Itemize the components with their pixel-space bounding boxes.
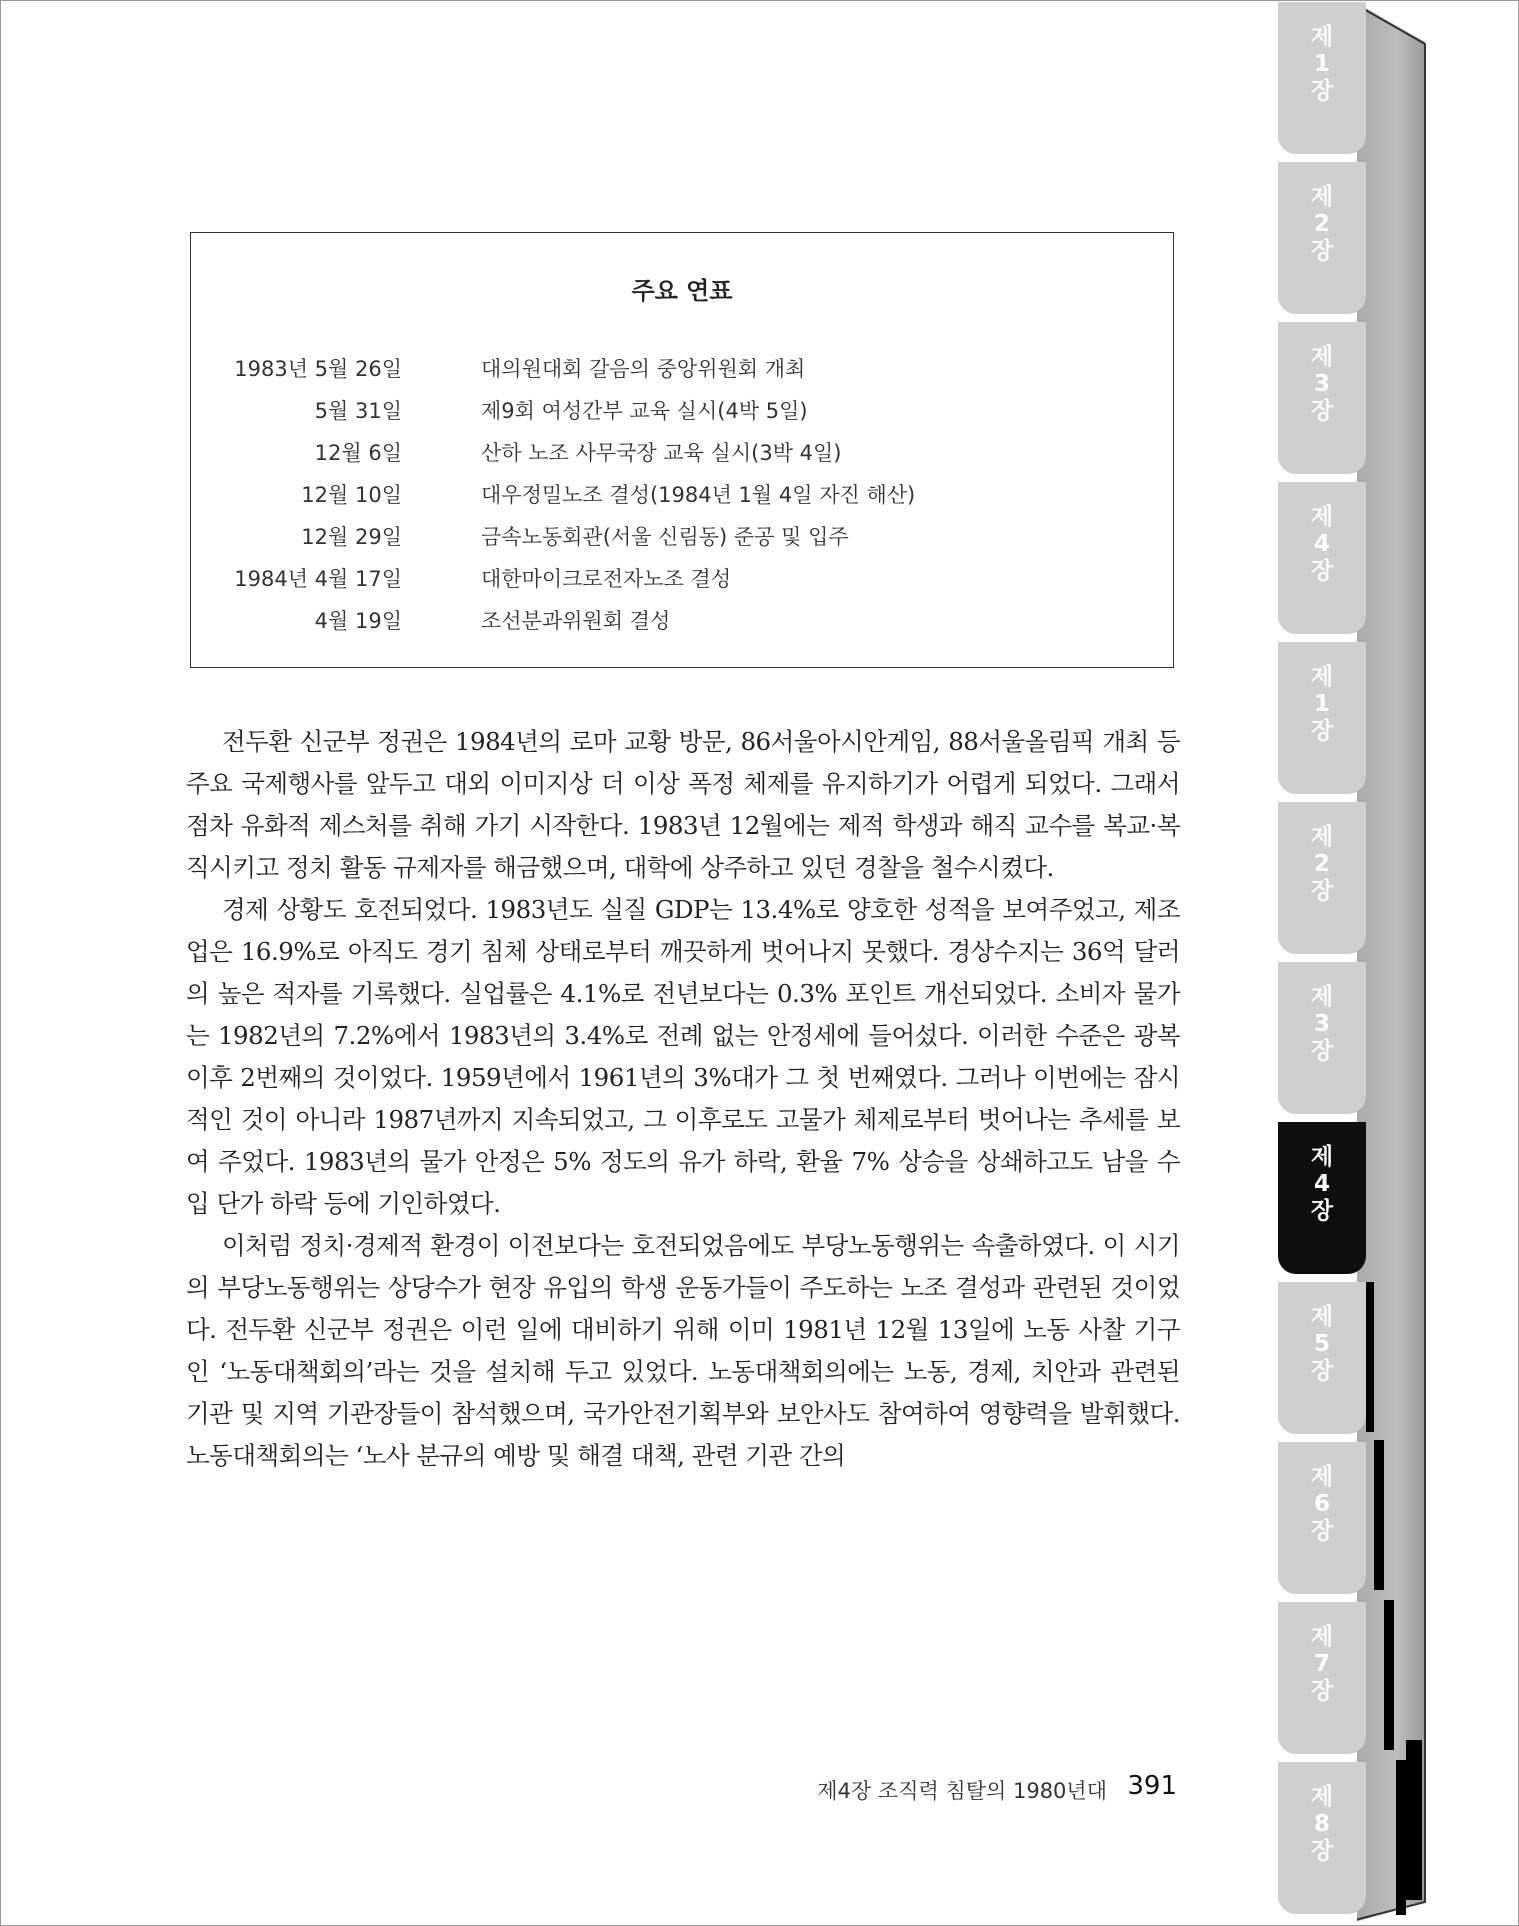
chapter-tab-char: 1: [1313, 691, 1330, 717]
chapter-tab-char: 장: [1310, 238, 1334, 264]
paragraph: 전두환 신군부 정권은 1984년의 로마 교황 방문, 86서울아시안게임, 88서울올림픽 개최 등 주요 국제행사를 앞두고 대외 이미지상 더 이상 폭정 체제를 유지하기가 어렵게 되었다. 그래서 점차 유화적 제스처를 취해 가기 시작한다. 1983년 12월에는 제적 학생과 해직 교수를 복교·복직시키고 정치 활동 규제자를 해금했으며, 대학에 상주하고 있던 경찰을 철수시켰다.: [186, 727, 1180, 882]
chapter-tab-char: 제: [1310, 504, 1334, 530]
chapter-tab[interactable]: [1278, 1602, 1366, 1754]
chronology-date: 5월 31일: [314, 399, 402, 423]
chapter-tab-char: 제: [1310, 24, 1334, 50]
chronology-box: [190, 232, 1174, 668]
page-footer: [817, 1769, 1179, 1809]
chronology-date: 12월 10일: [301, 483, 402, 507]
chapter-tab-char: 장: [1310, 558, 1334, 584]
edge-marker: [1384, 1600, 1394, 1750]
chronology-entry: [191, 605, 1173, 639]
chapter-tab-char: 4: [1313, 531, 1330, 557]
chapter-tab-char: 장: [1310, 718, 1334, 744]
chapter-tab-char: 제: [1310, 1464, 1334, 1490]
body-text: [186, 721, 1180, 1477]
chapter-tab[interactable]: [1278, 1442, 1366, 1594]
chapter-tab-char: 장: [1310, 1678, 1334, 1704]
chapter-tab-char: 2: [1313, 211, 1330, 237]
chapter-tab-char: 제: [1310, 1624, 1334, 1650]
chapter-tab-char: 장: [1310, 1518, 1334, 1544]
chronology-entry: [191, 395, 1173, 429]
footer-chapter-title: 제4장 조직력 침탈의 1980년대: [817, 1779, 1107, 1803]
chronology-date: 12월 6일: [314, 441, 402, 465]
chapter-tab-char: 제: [1310, 1304, 1334, 1330]
chronology-date: 1984년 4월 17일: [234, 567, 402, 591]
chronology-event: 금속노동회관(서울 신림동) 준공 및 입주: [481, 525, 849, 549]
chapter-tab-char: 장: [1310, 1838, 1334, 1864]
chapter-tab-char: 장: [1310, 78, 1334, 104]
chapter-tab[interactable]: [1278, 962, 1366, 1114]
chronology-date: 1983년 5월 26일: [234, 357, 402, 381]
chronology-date: 4월 19일: [314, 609, 402, 633]
chapter-tab[interactable]: [1278, 482, 1366, 634]
chapter-tab-char: 3: [1313, 371, 1330, 397]
chapter-tab-char: 제: [1310, 664, 1334, 690]
chapter-tab-char: 8: [1313, 1811, 1330, 1837]
chronology-title: 주요 연표: [631, 277, 733, 305]
chapter-tab-char: 제: [1310, 184, 1334, 210]
chapter-tab-char: 제: [1310, 1144, 1334, 1170]
chapter-tab-char: 장: [1310, 878, 1334, 904]
edge-marker: [1374, 1440, 1384, 1590]
paragraph: 경제 상황도 호전되었다. 1983년도 실질 GDP는 13.4%로 양호한 성적을 보여주었고, 제조업은 16.9%로 아직도 경기 침체 상태로부터 깨끗하게 벗어나지 못했다. 경상수지는 36억 달러의 높은 적자를 기록했다. 실업률은 4.1%로 전년보다는 0.3% 포인트 개선되었다. 소비자 물가는 1982년의 7.2%에서 1983년의 3.4%로 전례 없는 안정세에 들어섰다. 이러한 수준은 광복 이후 2번째의 것이었다. 1959년에서 1961년의 3%대가 그 첫 번째였다. 그러나 이번에는 잠시적인 것이 아니라 1987년까지 지속되었고, 그 이후로도 고물가 체제로부터 벗어나는 추세를 보여 주었다. 1983년의 물가 안정은 5% 정도의 유가 하락, 환율 7% 상승을 상쇄하고도 남을 수입 단가 하락 등에 기인하였다.: [186, 895, 1180, 1218]
chronology-entry: [191, 563, 1173, 597]
chronology-date: 12월 29일: [301, 525, 402, 549]
chapter-tab-char: 제: [1310, 984, 1334, 1010]
chapter-tab-char: 제: [1310, 824, 1334, 850]
chapter-tab[interactable]: [1278, 642, 1366, 794]
chapter-tab[interactable]: [1278, 162, 1366, 314]
chapter-tab-char: 제: [1310, 344, 1334, 370]
chapter-tab[interactable]: [1278, 1762, 1366, 1914]
chapter-tab-char: 장: [1310, 1358, 1334, 1384]
chronology-event: 대우정밀노조 결성(1984년 1월 4일 자진 해산): [481, 483, 916, 507]
chronology-entry: [191, 521, 1173, 555]
chapter-tab-char: 장: [1310, 398, 1334, 424]
chapter-tab[interactable]: [1278, 2, 1366, 154]
edge-marker: [1406, 1740, 1422, 1900]
chronology-entry: [191, 479, 1173, 513]
chapter-tab[interactable]: [1278, 802, 1366, 954]
paragraph: 이처럼 정치·경제적 환경이 이전보다는 호전되었음에도 부당노동행위는 속출하였다. 이 시기의 부당노동행위는 상당수가 현장 유입의 학생 운동가들이 주도하는 노조 결성과 관련된 것이었다. 전두환 신군부 정권은 이런 일에 대비하기 위해 이미 1981년 12월 13일에 노동 사찰 기구인 ‘노동대책회의’라는 것을 설치해 두고 있었다. 노동대책회의에는 노동, 경제, 치안과 관련된 기관 및 지역 기관장들이 참석했으며, 국가안전기획부와 보안사도 참여하여 영향력을 발휘했다. 노동대책회의는 ‘노사 분규의 예방 및 해결 대책, 관련 기관 간의: [186, 1231, 1180, 1470]
edge-marker: [1366, 1282, 1374, 1432]
page-number: 391: [1127, 1771, 1177, 1801]
chapter-tab-char: 장: [1310, 1038, 1334, 1064]
chronology-event: 대한마이크로전자노조 결성: [481, 567, 732, 591]
chronology-event: 조선분과위원회 결성: [481, 609, 671, 633]
chapter-tab-char: 4: [1313, 1171, 1330, 1197]
edge-marker: [1396, 1760, 1406, 1915]
chronology-event: 대의원대회 갈음의 중앙위원회 개최: [481, 357, 806, 381]
chapter-tab-char: 7: [1313, 1651, 1330, 1677]
chapter-tab-char: 2: [1313, 851, 1330, 877]
chronology-entry: [191, 437, 1173, 471]
chronology-event: 산하 노조 사무국장 교육 실시(3박 4일): [481, 441, 842, 465]
chapter-tab-char: 1: [1313, 51, 1330, 77]
chapter-tab[interactable]: [1278, 1122, 1366, 1274]
chapter-tab-char: 제: [1310, 1784, 1334, 1810]
chapter-tab[interactable]: [1278, 1282, 1366, 1434]
chapter-tab-char: 3: [1313, 1011, 1330, 1037]
chapter-tab[interactable]: [1278, 322, 1366, 474]
chapter-tab-char: 6: [1313, 1491, 1330, 1517]
chronology-entry: [191, 353, 1173, 387]
chronology-event: 제9회 여성간부 교육 실시(4박 5일): [481, 399, 808, 423]
chapter-tab-char: 장: [1310, 1198, 1334, 1224]
chapter-tab-char: 5: [1313, 1331, 1330, 1357]
